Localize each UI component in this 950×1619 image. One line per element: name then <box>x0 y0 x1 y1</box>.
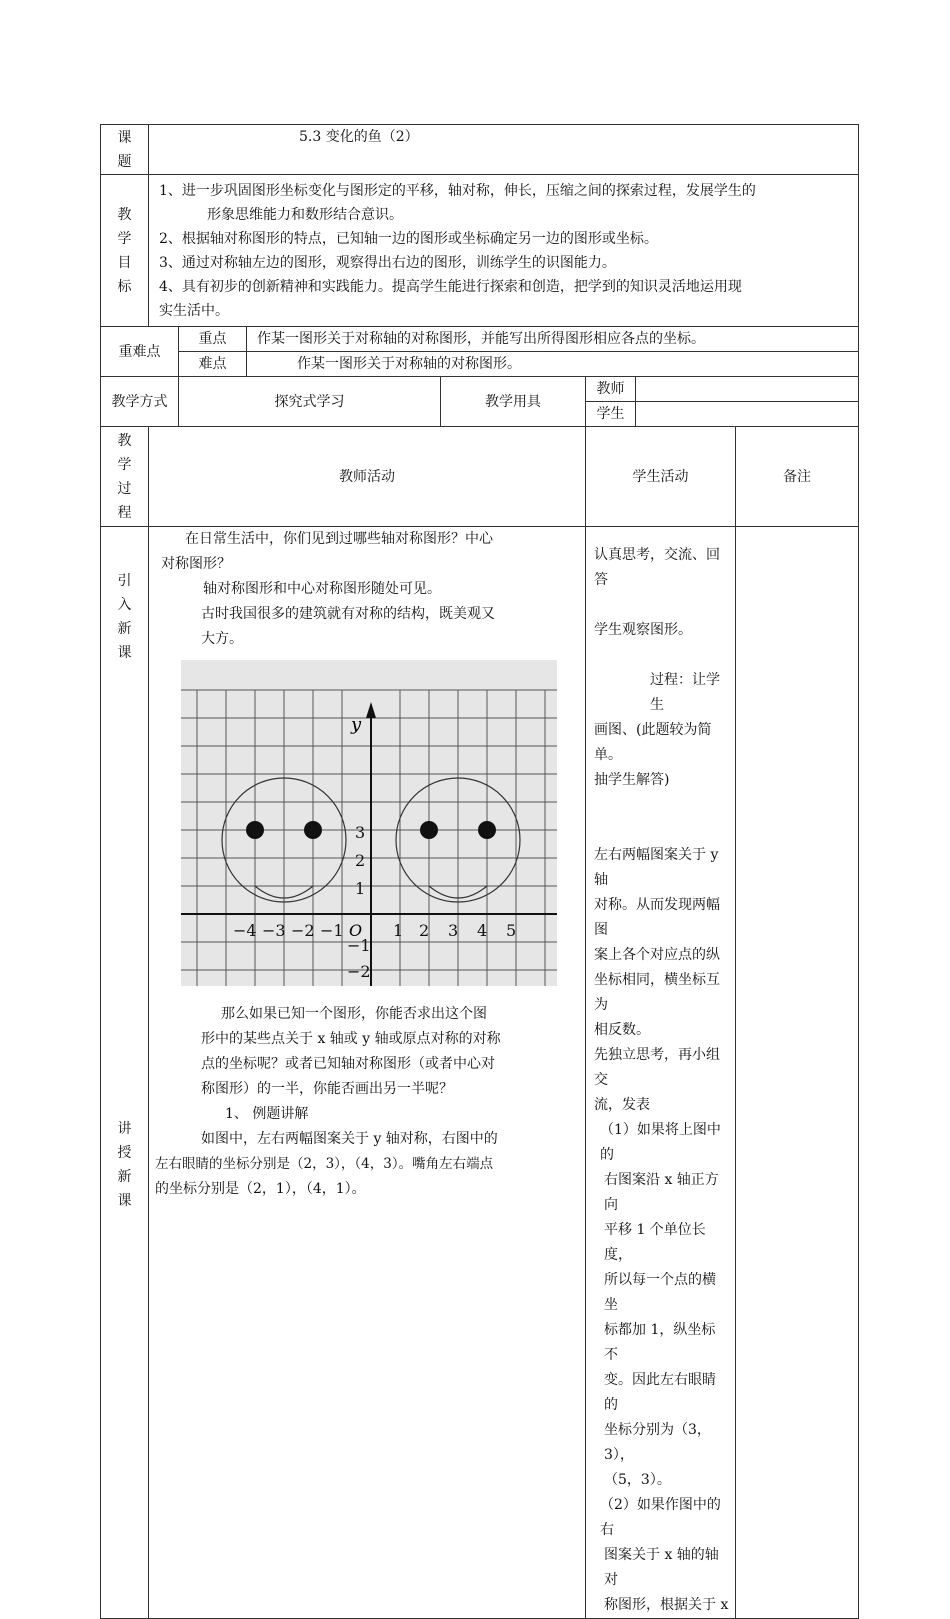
key-point-text: 作某一图形关于对称轴的对称图形，并能写出所得图形相应各点的坐标。 <box>247 327 859 352</box>
y-tick-label: 1 <box>355 879 366 898</box>
method-label: 教学方式 <box>101 377 179 427</box>
key-point-label: 重点 <box>179 327 247 352</box>
x-tick-label: 3 <box>448 921 459 940</box>
process-side-labels <box>101 527 149 1619</box>
process-label: 教 学 过 程 <box>101 427 149 527</box>
hard-point-label: 难点 <box>179 352 247 377</box>
difficulty-label: 重难点 <box>101 327 179 377</box>
topic-title: 5.3 变化的鱼（2） <box>149 125 859 175</box>
teacher-activity: 在日常生活中，你们见到过哪些轴对称图形？中心 对称图形？ 轴对称图形和中心对称图形随处可见。 古时我国很多的建筑就有对称的结构，既美观又 大方。 y O −4 −3 −2 −1 1 2 3 4 5 3 2 1 −1 −2 那么如果已知一个图形，你能否求出这个图 形中的某些点关于 x 轴或 y 轴或原点对称的对称 点的坐标呢？或者已知轴对称图形（或者中心对 称图形）的一半，你能否画出另一半呢？ 1、 例题讲解 如图中，左右两幅图案关于 y 轴对称，右图中的 左右眼睛的坐标分别是（2，3），（4，3）。嘴角左右端点 的坐标分别是（2，1），（4，1）。 <box>149 527 586 1619</box>
student-tools-value <box>636 402 859 427</box>
intro-label: 引 入 新 课 <box>117 573 132 661</box>
student-activity: 认真思考，交流、回答 学生观察图形。 过程：让学生 画图、(此题较为简单。 抽学生解答) 左右两幅图案关于 y 轴 对称。从而发现两幅图 案上各个对应点的纵 坐标相同，横坐标互为 相反数。 先独立思考，再小组交 流，发表 （1）如果将上图中的 右图案沿 x 轴正方向 平移 1 个单位长度， 所以每一个点的横坐 标都加 1，纵坐标不 变。因此左右眼睛的 坐标分别为（3，3）， （5，3）。 （2）如果作图中的右 图案关于 x 轴的轴对 称图形，根据关于 x <box>586 527 736 1619</box>
x-tick-label: −3 <box>262 921 286 940</box>
x-tick-label: −2 <box>291 921 315 940</box>
y-tick-label: 3 <box>355 823 366 842</box>
lesson-table <box>100 124 859 1619</box>
left-face-eye <box>304 821 322 839</box>
notes-header: 备注 <box>736 427 859 527</box>
right-face-eye <box>420 821 438 839</box>
x-tick-label: 5 <box>506 921 517 940</box>
teach-label: 讲 授 新 课 <box>117 1121 132 1209</box>
y-tick-label: 2 <box>355 851 366 870</box>
right-face-eye <box>478 821 496 839</box>
left-face-eye <box>246 821 264 839</box>
y-tick-label: −2 <box>347 962 371 981</box>
origin-label: O <box>349 921 363 940</box>
teacher-activity-header: 教师活动 <box>149 427 586 527</box>
x-tick-label: −1 <box>320 921 344 940</box>
student-activity-header: 学生活动 <box>586 427 736 527</box>
objectives-list: 1、进一步巩固图形坐标变化与图形定的平移，轴对称，伸长，压缩之间的探索过程，发展学生的 形象思维能力和数形结合意识。 2、根据轴对称图形的特点，已知轴一边的图形或坐标确定另一边的图形或坐标。 3、通过对称轴左边的图形，观察得出右边的图形，训练学生的识图能力。 4、具有初步的创新精神和实践能力。提高学生能进行探索和创造，把学到的知识灵活地运用现 实生活中。 <box>149 175 859 327</box>
x-tick-label: 4 <box>477 921 488 940</box>
objectives-label: 教 学 目 标 <box>101 175 149 327</box>
x-tick-label: 1 <box>393 921 404 940</box>
y-axis-label: y <box>351 714 362 735</box>
method-value: 探究式学习 <box>179 377 441 427</box>
y-tick-label: −1 <box>347 936 371 955</box>
teacher-tools-value <box>636 377 859 402</box>
teacher-tools-label: 教师 <box>586 377 636 402</box>
x-tick-label: 2 <box>419 921 430 940</box>
x-tick-label: −4 <box>233 921 257 940</box>
tools-label: 教学用具 <box>441 377 586 427</box>
coordinate-grid-figure <box>181 660 557 986</box>
notes-cell <box>736 527 859 1619</box>
hard-point-text: 作某一图形关于对称轴的对称图形。 <box>247 352 859 377</box>
lesson-plan <box>100 124 858 1619</box>
topic-label: 课 题 <box>101 125 149 175</box>
student-tools-label: 学生 <box>586 402 636 427</box>
